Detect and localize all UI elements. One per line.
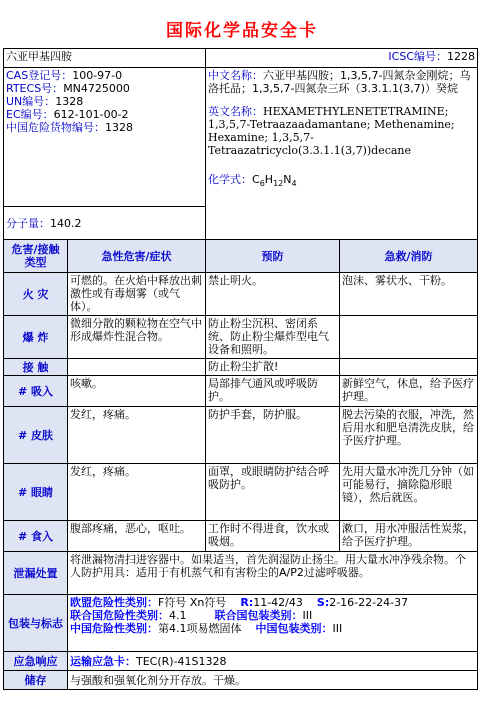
col-header-symptoms: 急性危害/症状 [68, 240, 206, 273]
storage-text: 与强酸和强氧化剂分开存放。干燥。 [68, 671, 478, 690]
s-label: S: [316, 596, 330, 609]
storage-label: 储存 [4, 671, 68, 690]
cas-label: CAS登记号： [6, 69, 73, 82]
cas-value: 100-97-0 [72, 69, 123, 82]
cn-class-label: 中国危险性类别： [70, 622, 158, 635]
hazard-firstaid: 先用大量水冲洗几分钟（如可能易行，摘除隐形眼镜），然后就医。 [340, 464, 478, 521]
hazard-type: # 食入 [4, 521, 68, 552]
cn-class-value: 第4.1项易燃固体 [158, 622, 242, 635]
r-value: 11-42/43 [253, 596, 303, 609]
packaging-row [4, 595, 478, 652]
names-cell [206, 68, 478, 240]
chemical-name: 六亚甲基四胺 [6, 50, 72, 63]
un-label: UN编号： [6, 95, 56, 108]
hazard-symptoms: 微细分散的颗粒物在空气中形成爆炸性混合物。 [68, 316, 206, 359]
hazard-row-ingestion [4, 521, 478, 552]
cn-dg-value: 1328 [105, 121, 133, 134]
header-row [4, 49, 478, 68]
icsc-card-table [3, 48, 478, 690]
en-name-value: HEXAMETHYLENETETRAMINE; 1,3,5,7-Tetraazaadamantane; Methenamine; Hexamine; 1,3,5,7-Tetraazatricyclo(3.3.1.1(3,7))decane [208, 105, 455, 157]
hazard-symptoms: 咳嗽。 [68, 376, 206, 407]
cn-pack-label: 中国包装类别： [255, 622, 333, 635]
emergency-card-value: TEC(R)-41S1328 [136, 654, 227, 668]
mw-value: 140.2 [50, 216, 82, 230]
hazard-prevention: 禁止明火。 [206, 273, 340, 316]
ec-label: EC编号： [6, 108, 54, 121]
emergency-label: 应急响应 [4, 652, 68, 671]
ec-value: 612-101-00-2 [53, 108, 129, 121]
cn-name-label: 中文名称： [208, 69, 263, 82]
hazard-type: 接 触 [4, 359, 68, 376]
hazard-row-skin [4, 407, 478, 464]
hazard-symptoms: 可燃的。在火焰中释放出刺激性或有毒烟雾（或气体）。 [68, 273, 206, 316]
packaging-cell [68, 595, 478, 652]
chemical-name-cell [4, 49, 206, 68]
card-title: 国际化学品安全卡 [166, 21, 318, 41]
spill-text: 将泄漏物清扫进容器中。如果适当，首先润湿防止扬尘。用大量水冲净残余物。个人防护用具：适用于有机蒸气和有害粉尘的A/P2过滤呼吸器。 [68, 552, 478, 595]
mw-label: 分子量： [6, 216, 50, 230]
hazard-type: # 吸入 [4, 376, 68, 407]
hazard-firstaid: 脱去污染的衣服，冲洗，然后用水和肥皂清洗皮肤，给予医疗护理。 [340, 407, 478, 464]
icsc-label: ICSC编号： [388, 50, 447, 63]
column-header-row [4, 240, 478, 273]
cn-name-value: 六亚甲基四胺；1,3,5,7-四氮杂金刚烷；乌洛托品；1,3,5,7-四氮杂三环（3.3.1.1(3,7)）癸烷 [208, 69, 471, 95]
hazard-row-eyes [4, 464, 478, 521]
hazard-firstaid: 泡沫、雾状水、干粉。 [340, 273, 478, 316]
rtecs-label: RTECS号： [6, 82, 64, 95]
hazard-symptoms: 发红，疼痛。 [68, 407, 206, 464]
hazard-row-fire [4, 273, 478, 316]
eu-class-value: F符号 Xn符号 [158, 596, 227, 609]
molecular-weight-cell [4, 207, 206, 240]
un-value: 1328 [55, 95, 84, 108]
hazard-firstaid [340, 359, 478, 376]
hazard-row-inhalation [4, 376, 478, 407]
hazard-firstaid: 新鲜空气，休息，给予医疗护理。 [340, 376, 478, 407]
identity-row [4, 68, 478, 207]
hazard-prevention: 防护手套，防护服。 [206, 407, 340, 464]
hazard-type: 火 灾 [4, 273, 68, 316]
col-header-type: 危害/接触类型 [4, 240, 68, 273]
hazard-prevention: 防止粉尘沉积、密闭系统、防止粉尘爆炸型电气设备和照明。 [206, 316, 340, 359]
hazard-type: 爆 炸 [4, 316, 68, 359]
hazard-firstaid [340, 316, 478, 359]
un-class-label: 联合国危险性类别： [70, 609, 169, 622]
spill-label: 泄漏处置 [4, 552, 68, 595]
un-class-value: 4.1 [169, 609, 187, 622]
hazard-type: # 眼睛 [4, 464, 68, 521]
chemical-formula: $C_6H_{12}N_4$ [252, 173, 297, 189]
hazard-prevention: 工作时不得进食，饮水或吸烟。 [206, 521, 340, 552]
en-name-label: 英文名称： [208, 105, 263, 118]
spill-row [4, 552, 478, 595]
hazard-symptoms: 腹部疼痛，恶心，呕吐。 [68, 521, 206, 552]
hazard-prevention: 面罩，或眼睛防护结合呼吸防护。 [206, 464, 340, 521]
un-pack-label: 联合国包装类别： [214, 609, 303, 622]
hazard-symptoms: 发红，疼痛。 [68, 464, 206, 521]
cn-dg-label: 中国危险货物编号： [6, 121, 105, 134]
rtecs-value: MN4725000 [63, 82, 130, 95]
identifiers-cell [4, 68, 206, 207]
packaging-label: 包装与标志 [4, 595, 68, 652]
emergency-row [4, 652, 478, 671]
emergency-cell [68, 652, 478, 671]
hazard-prevention: 局部排气通风或呼吸防护。 [206, 376, 340, 407]
formula-label: 化学式： [208, 173, 252, 186]
s-value: 2-16-22-24-37 [329, 596, 409, 609]
hazard-symptoms [68, 359, 206, 376]
hazard-type: # 皮肤 [4, 407, 68, 464]
col-header-prevention: 预防 [206, 240, 340, 273]
un-pack-value: III [302, 609, 313, 622]
emergency-card-label: 运输应急卡： [70, 654, 136, 668]
hazard-row-exposure [4, 359, 478, 376]
col-header-firstaid: 急救/消防 [340, 240, 478, 273]
hazard-firstaid: 漱口，用水冲服活性炭浆，给予医疗护理。 [340, 521, 478, 552]
r-label: R: [240, 596, 254, 609]
hazard-prevention: 防止粉尘扩散! [206, 359, 340, 376]
icsc-value: 1228 [447, 50, 475, 63]
storage-row [4, 671, 478, 690]
icsc-number-cell [206, 49, 478, 68]
hazard-row-explosion [4, 316, 478, 359]
cn-pack-value: III [332, 622, 343, 635]
eu-class-label: 欧盟危险性类别： [70, 596, 158, 609]
